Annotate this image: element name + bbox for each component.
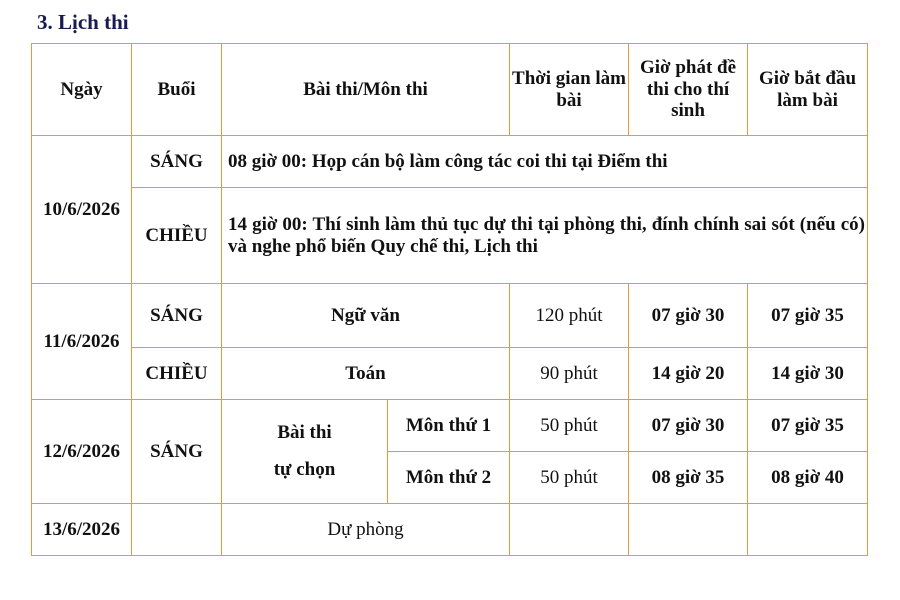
session-cell: SÁNG: [132, 136, 222, 188]
elective-group-line1: Bài thi: [277, 422, 332, 444]
start-time-cell: 07 giờ 35: [748, 284, 868, 348]
session-cell: SÁNG: [132, 400, 222, 504]
header-session: Buổi: [132, 44, 222, 136]
table-row: [32, 504, 868, 556]
distribute-time-cell: [629, 504, 748, 556]
session-cell: [132, 504, 222, 556]
section-title: 3. Lịch thi: [37, 10, 129, 34]
subject-cell: Ngữ văn: [222, 284, 510, 348]
header-subject: Bài thi/Môn thi: [222, 44, 510, 136]
header-start-time: Giờ bắt đầu làm bài: [748, 44, 868, 136]
distribute-time-cell: 07 giờ 30: [629, 284, 748, 348]
table-row: [32, 400, 868, 452]
start-time-cell: [748, 504, 868, 556]
date-cell: 11/6/2026: [32, 284, 132, 400]
date-cell: 12/6/2026: [32, 400, 132, 504]
session-cell: SÁNG: [132, 284, 222, 348]
table-row: [32, 348, 868, 400]
header-duration: Thời gian làm bài: [510, 44, 629, 136]
start-time-cell: 08 giờ 40: [748, 452, 868, 504]
date-cell: 10/6/2026: [32, 136, 132, 284]
session-cell: CHIỀU: [132, 348, 222, 400]
header-distribute-time: Giờ phát đề thi cho thí sinh: [629, 44, 748, 136]
header-row: [32, 44, 868, 136]
subject-cell: Môn thứ 1: [388, 400, 510, 452]
duration-cell: [510, 504, 629, 556]
distribute-time-cell: 08 giờ 35: [629, 452, 748, 504]
subject-cell: Toán: [222, 348, 510, 400]
start-time-cell: 14 giờ 30: [748, 348, 868, 400]
table-row: [32, 188, 868, 284]
table-row: [32, 284, 868, 348]
session-cell: CHIỀU: [132, 188, 222, 284]
exam-schedule-table: [31, 43, 868, 556]
note-cell: 08 giờ 00: Họp cán bộ làm công tác coi thi tại Điểm thi: [222, 136, 868, 188]
elective-group-cell: [222, 400, 388, 504]
duration-cell: 50 phút: [510, 400, 629, 452]
date-cell: 13/6/2026: [32, 504, 132, 556]
distribute-time-cell: 14 giờ 20: [629, 348, 748, 400]
header-date: Ngày: [32, 44, 132, 136]
note-cell: 14 giờ 00: Thí sinh làm thủ tục dự thi tại phòng thi, đính chính sai sót (nếu có) và nghe phổ biến Quy chế thi, Lịch thi: [222, 188, 868, 284]
distribute-time-cell: 07 giờ 30: [629, 400, 748, 452]
duration-cell: 90 phút: [510, 348, 629, 400]
elective-group-line2: tự chọn: [273, 458, 336, 480]
table-row: [32, 136, 868, 188]
subject-cell: Môn thứ 2: [388, 452, 510, 504]
duration-cell: 120 phút: [510, 284, 629, 348]
start-time-cell: 07 giờ 35: [748, 400, 868, 452]
duration-cell: 50 phút: [510, 452, 629, 504]
subject-cell: Dự phòng: [222, 504, 510, 556]
